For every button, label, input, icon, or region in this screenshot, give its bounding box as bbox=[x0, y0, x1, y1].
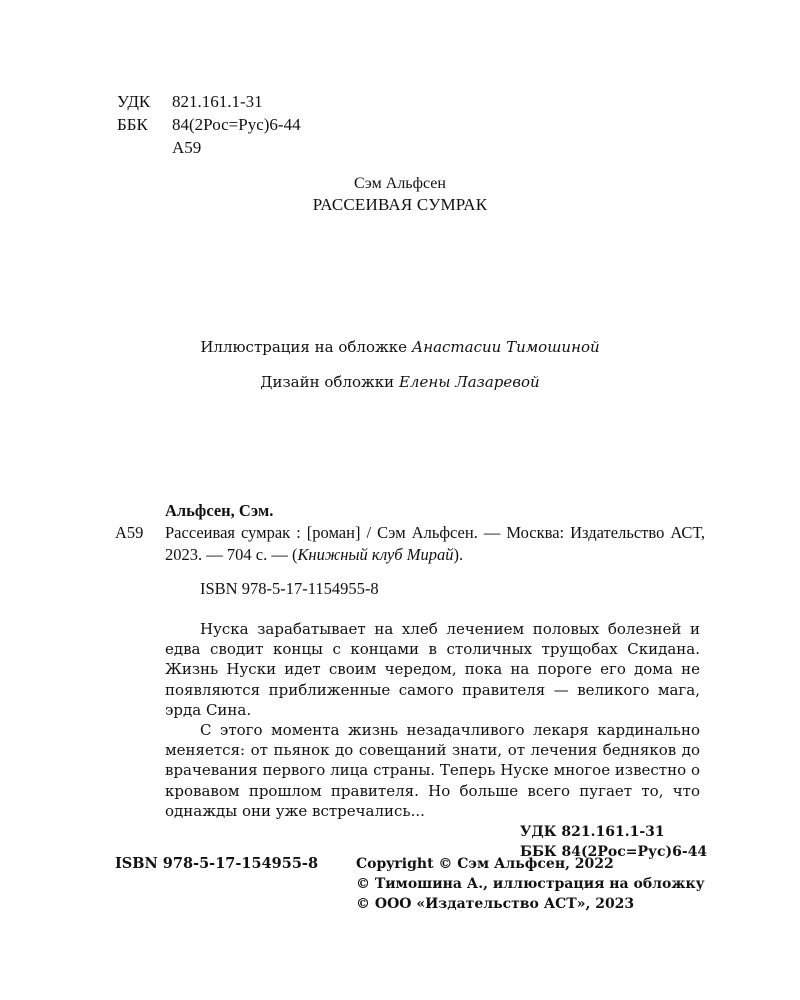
author-name: Сэм Альфсен bbox=[354, 175, 446, 192]
bbk-right: ББК 84(2Рос=Рус)6-44 bbox=[520, 844, 708, 860]
bib-author-heading: Альфсен, Сэм. bbox=[165, 501, 274, 520]
udk-right: УДК 821.161.1-31 bbox=[520, 824, 665, 840]
udk-row bbox=[117, 90, 301, 113]
author-code-row bbox=[117, 136, 301, 159]
designer-name: Елены Лазаревой bbox=[398, 373, 540, 391]
bib-description-text: Рассеивая сумрак : [роман] / Сэм Альфсен. — Москва: Издательство АСТ, 2023. — 704 с. — ( bbox=[165, 523, 705, 564]
illustration-credit bbox=[0, 337, 800, 357]
classification-codes bbox=[117, 90, 301, 159]
copyright-author: Copyright © Сэм Альфсен, 2022 bbox=[356, 856, 614, 872]
title-block bbox=[0, 173, 800, 215]
book-title: РАССЕИВАЯ СУМРАК bbox=[312, 195, 488, 214]
footer-isbn: ISBN 978-5-17-154955-8 bbox=[115, 855, 319, 872]
bib-author-code: А59 bbox=[115, 523, 144, 542]
bib-isbn: ISBN 978-5-17-1154955-8 bbox=[200, 579, 379, 598]
bbk-row bbox=[117, 113, 301, 136]
illustrator-name: Анастасии Тимошиной bbox=[411, 338, 600, 356]
copyright-publisher: © ООО «Издательство АСТ», 2023 bbox=[356, 896, 635, 912]
series-name: Книжный клуб Мирай bbox=[297, 545, 454, 564]
annotation-paragraph-1: Нуска зарабатывает на хлеб лечением половых болезней и едва сводит концы с концами в столичных трущобах Скидана. Жизнь Нуски идет своим чередом, пока на пороге его дома не появляются приближенные самого правителя — великого мага, эрда Сина. bbox=[165, 620, 700, 719]
bbk-value: 84(2Рос=Рус)6-44 bbox=[172, 115, 301, 134]
bib-description bbox=[115, 522, 705, 566]
udk-value: 821.161.1-31 bbox=[172, 92, 263, 111]
bib-description-end: ). bbox=[453, 545, 464, 564]
copyright-illustration: © Тимошина А., иллюстрация на обложку bbox=[356, 876, 705, 892]
author-code: А59 bbox=[172, 138, 202, 157]
copyright-block bbox=[356, 854, 705, 914]
design-credit bbox=[0, 372, 800, 392]
bibliographic-record bbox=[115, 500, 705, 600]
annotation-paragraph-2: С этого момента жизнь незадачливого лекаря кардинально меняется: от пьянок до совещаний знати, от лечения бедняков до врачевания первого лица страны. Теперь Нуске многое известно о кровавом прошлом правителя. Но больше всего пугает то, что однажды они уже встречались... bbox=[165, 721, 700, 820]
udk-label: УДК bbox=[117, 92, 151, 111]
design-prefix: Дизайн обложки bbox=[260, 373, 395, 391]
annotation bbox=[165, 619, 700, 821]
bbk-label: ББК bbox=[117, 115, 148, 134]
illustration-prefix: Иллюстрация на обложке bbox=[200, 338, 408, 356]
